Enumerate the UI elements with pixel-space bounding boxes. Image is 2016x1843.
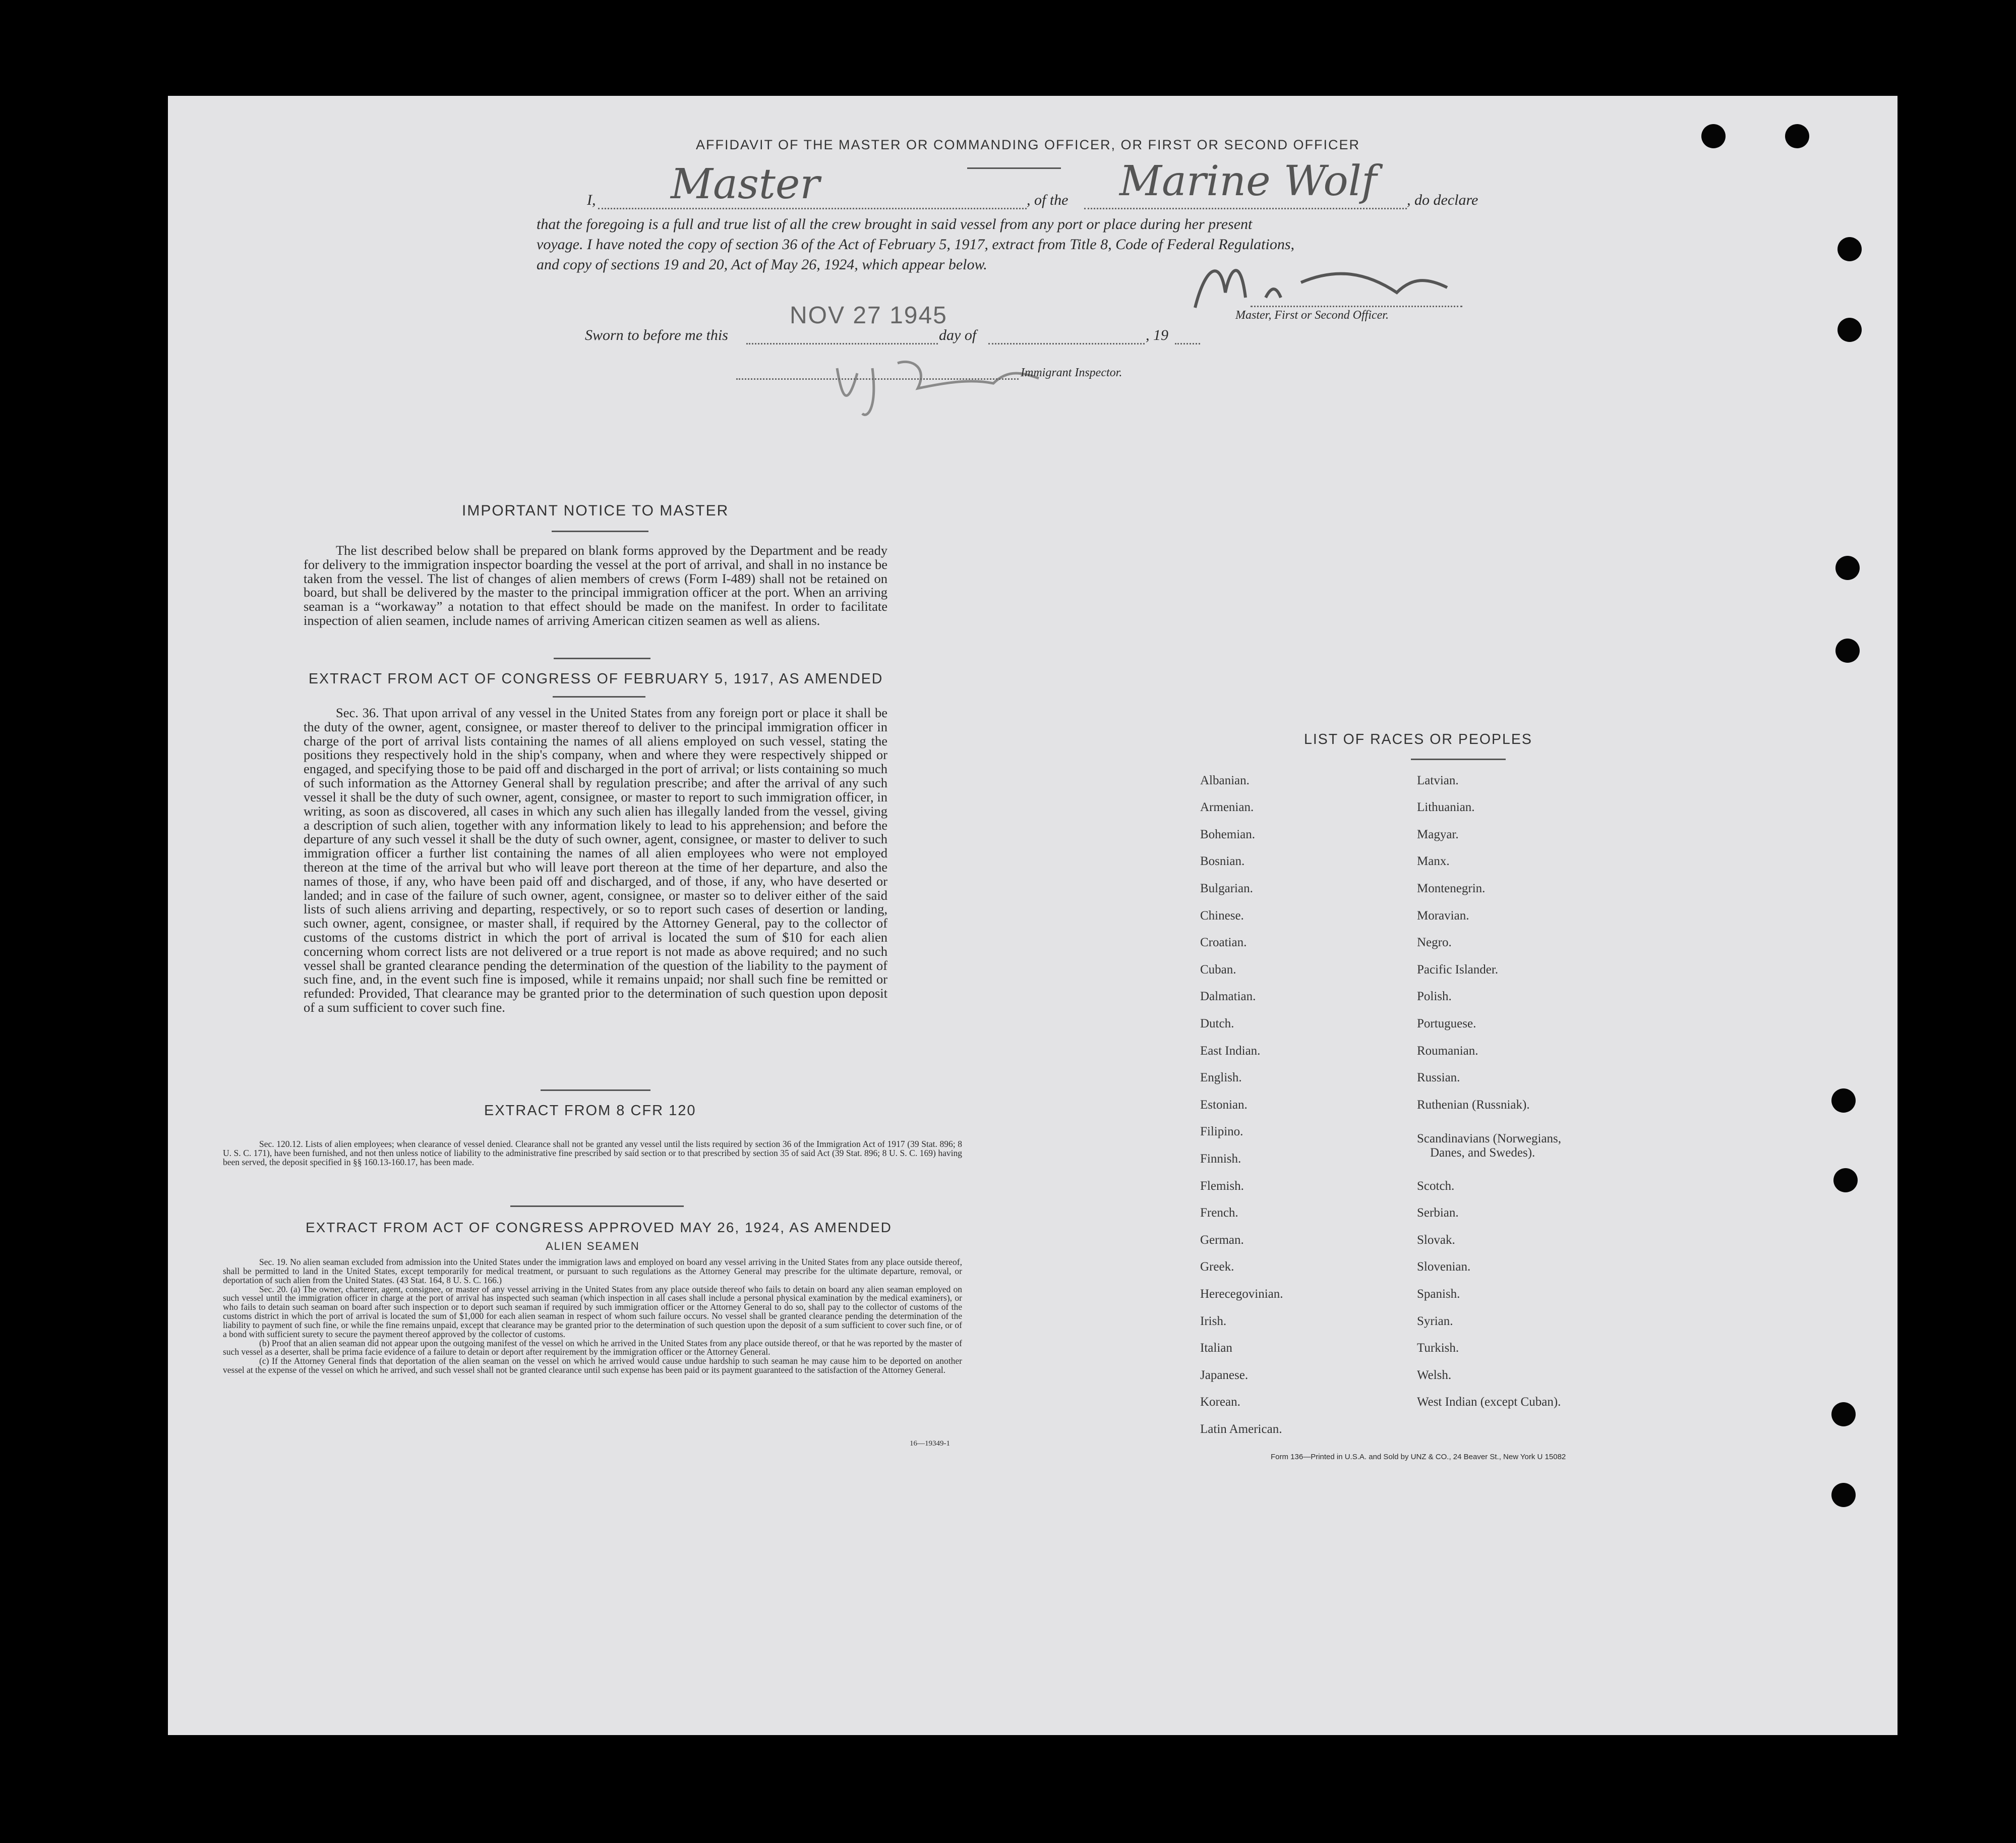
extract-1924-body: [223, 1258, 962, 1375]
race-item: French.: [1200, 1206, 1238, 1220]
punch-hole: [1701, 124, 1726, 148]
race-item: West Indian (except Cuban).: [1417, 1395, 1561, 1409]
race-item: Serbian.: [1417, 1206, 1459, 1220]
inspector-caption: Immigrant Inspector.: [1021, 366, 1122, 379]
race-item: Moravian.: [1417, 909, 1469, 923]
notice-text: The list described below shall be prepared on blank forms approved by the Department and be ready for delivery to the immigration inspector boarding the vessel at the port of arrival, and shall in no instance be taken from the vessel. The list of changes of alien members of crews (Form I-489) shall not be retained on board, but shall be delivered by the master to the principal immigration officer at the port. When an arriving seaman is a “workaway” a notation to that effect should be made on the manifest. In order to facilitate inspection of alien seamen, include names of arriving American citizen seamen as well as aliens.: [304, 543, 887, 628]
inspector-line: [736, 364, 1019, 380]
race-item: Roumanian.: [1417, 1044, 1478, 1058]
affidavit-line-3: voyage. I have noted the copy of section 36 of the Act of February 5, 1917, extract from Title 8, Code of Federal Regulations,: [537, 236, 1295, 253]
race-item: Manx.: [1417, 854, 1450, 868]
master-name-handwriting: Master: [671, 160, 820, 208]
race-item: East Indian.: [1200, 1044, 1261, 1058]
date-stamp: NOV 27 1945: [790, 302, 947, 329]
race-item: Latvian.: [1417, 774, 1459, 787]
year-label: , 19: [1146, 327, 1168, 343]
divider: [553, 696, 645, 698]
race-item: Polish.: [1417, 990, 1452, 1003]
race-item: Italian: [1200, 1341, 1232, 1355]
sworn-year-line: [1175, 327, 1200, 344]
punch-hole: [1837, 318, 1862, 342]
punch-hole: [1831, 1402, 1856, 1426]
race-item: Scandinavians (Norwegians,: [1417, 1132, 1562, 1145]
race-item: Welsh.: [1417, 1368, 1452, 1382]
punch-hole: [1831, 1483, 1856, 1507]
printer-footer: Form 136—Printed in U.S.A. and Sold by UNZ & CO., 24 Beaver St., New York U 15082: [1271, 1453, 1566, 1461]
race-item: Dalmatian.: [1200, 990, 1256, 1003]
race-item: Flemish.: [1200, 1179, 1244, 1193]
race-item: Korean.: [1200, 1395, 1240, 1409]
extract-1924-sec20c: (c) If the Attorney General finds that deportation of the alien seaman on the vessel on which he arrived would cause undue hardship to such seaman he may cause him to be deported on another vessel at the expense of the vessel on which he arrived, and such vessel shall not be granted clearance until such expense has been paid or its payment guaranteed to the satisfaction of the Attorney General.: [223, 1356, 962, 1375]
races-left-column: [1200, 774, 1361, 1445]
officer-signature-line: [1251, 285, 1462, 307]
extract-1924-sec20a: Sec. 20. (a) The owner, charterer, agent, consignee, or master of any vessel arriving in the United States from any place outside thereof who fails to detain on board any alien seaman employed on such vessel until the immigration officer in charge at the port of arrival has inspected such seaman (which inspection in all cases shall include a personal physical examination by the medical examiners), or who fails to detain such seaman on board after such inspection or to deport such seaman if required by such immigration officer or the Attorney General to do so, shall pay to the collector of customs of the customs district in which the port of arrival is located the sum of $1,000 for each alien seaman in respect of whom such failure occurs. No vessel shall be granted clearance pending the determination of the liability to payment of such fine, or while the fine remains unpaid, except that clearance may be granted prior to the determination of such question upon the deposit of a sum sufficient to cover such fine, or of a bond with sufficient surety to secure the payment thereof approved by the collector of customs.: [223, 1284, 962, 1339]
divider: [967, 167, 1061, 169]
race-item: Spanish.: [1417, 1287, 1460, 1301]
race-item: Magyar.: [1417, 828, 1459, 841]
extract-1924-subtitle: ALIEN SEAMEN: [546, 1240, 640, 1252]
extract-1924-sec19: Sec. 19. No alien seaman excluded from admission into the United States under the immigration laws and employed on board any vessel arriving in the United States from any place outside thereof, shall be permitted to land in the United States, except temporarily for medical treatment, or pursuant to such regulations as the Attorney General may prescribe for the ultimate departure, removal, or deportation of such alien from the United States. (43 Stat. 164, 8 U. S. C. 166.): [223, 1257, 962, 1285]
extract-1924-title: EXTRACT FROM ACT OF CONGRESS APPROVED MAY 26, 1924, AS AMENDED: [306, 1220, 892, 1235]
race-item: Portuguese.: [1417, 1017, 1476, 1030]
extract-1924-sec20b: (b) Proof that an alien seaman did not appear upon the outgoing manifest of the vessel on which he arrived in the United States from any place outside thereof, or that he was reported by the master of such vessel as a deserter, shall be prima facie evidence of a failure to detain or deport after requirement by the immigration officer or the Attorney General.: [223, 1338, 962, 1357]
affidavit-do-declare: , do declare: [1407, 192, 1478, 208]
divider: [552, 531, 648, 532]
notice-title: IMPORTANT NOTICE TO MASTER: [462, 502, 729, 519]
race-item: Albanian.: [1200, 774, 1250, 787]
race-item: Turkish.: [1417, 1341, 1459, 1355]
officer-caption: Master, First or Second Officer.: [1235, 309, 1389, 322]
race-item: Russian.: [1417, 1071, 1460, 1084]
race-item: Irish.: [1200, 1314, 1227, 1328]
race-item: Bohemian.: [1200, 828, 1256, 841]
punch-hole: [1833, 1168, 1858, 1192]
form-code: 16—19349-1: [910, 1439, 950, 1448]
extract-1917-text: Sec. 36. That upon arrival of any vessel in the United States from any foreign port or place it shall be the duty of the owner, agent, consignee, or master thereof to deliver to the principal immigration officer in charge of the port of arrival lists containing the names of all aliens employed on such vessel, stating the positions they respectively hold in the ship's company, when and where they were respectively shipped or engaged, and specifying those to be paid off and discharged in the port of arrival; or lists containing so much of such information as the Attorney General shall by regulation prescribe; and after the arrival of any such vessel it shall be the duty of such owner, agent, consignee, or master to report to such immigration officer, in writing, as soon as discovered, all cases in which any such alien has illegally landed from the vessel, giving a description of such alien, together with any information likely to lead to his apprehension; and before the departure of any such vessel it shall be the duty of such owner, agent, consignee, or master to deliver to such immigration officer a further list containing the names of all alien employees who were not employed thereon at the time of the arrival but who will leave port thereon at the time of her departure, and also the names of those, if any, who have been paid off and discharged, and of those, if any, who have deserted or landed; and in case of the failure of such owner, agent, consignee, or master so to deliver either of the said lists of such aliens arriving and departing, respectively, or so to report such cases of desertion or landing, such owner, agent, consignee, or master shall, if required by the Attorney General, pay to the collector of customs of the customs district in which the port of arrival is located the sum of $10 for each alien concerning whom correct lists are not delivered or a true report is not made as above required; and no such vessel shall be granted clearance pending the determination of the question of the liability to the payment of such fine, and, in the event such fine is imposed, while it remains unpaid; nor shall such fine be remitted or refunded: Provided, That clearance may be granted prior to the determination of such question upon deposit of a sum sufficient to cover such fine.: [304, 705, 887, 1015]
race-item: Greek.: [1200, 1260, 1234, 1274]
race-item: Bulgarian.: [1200, 882, 1253, 895]
affidavit-i-label: I,: [587, 192, 596, 208]
race-item: Armenian.: [1200, 800, 1254, 814]
race-item: Filipino.: [1200, 1125, 1243, 1138]
vessel-name-handwriting: Marine Wolf: [1119, 157, 1377, 205]
race-item: Croatian.: [1200, 936, 1247, 949]
affidavit-title: AFFIDAVIT OF THE MASTER OR COMMANDING OFFICER, OR FIRST OR SECOND OFFICER: [696, 137, 1360, 152]
race-item: Estonian.: [1200, 1098, 1248, 1112]
race-item: Ruthenian (Russniak).: [1417, 1098, 1530, 1112]
race-item: Montenegrin.: [1417, 882, 1486, 895]
punch-hole: [1835, 556, 1860, 580]
extract-1917-title: EXTRACT FROM ACT OF CONGRESS OF FEBRUARY 5, 1917, AS AMENDED: [309, 671, 883, 687]
extract-cfr-text: Sec. 120.12. Lists of alien employees; when clearance of vessel denied. Clearance shall not be granted any vessel until the lists required by section 36 of the Immigration Act of 1917 (39 Stat. 896; 8 U. S. C. 171), have been furnished, and not then unless notice of liability to the administrative fine prescribed by said section or to that prescribed by section 35 of said Act (39 Stat. 896; 8 U. S. C. 169) having been served, the deposit specified in §§ 160.13-160.17, has been made.: [223, 1139, 962, 1167]
affidavit-line-2: that the foregoing is a full and true list of all the crew brought in said vessel from any port or place during her present: [537, 216, 1253, 233]
race-item: Latin American.: [1200, 1422, 1282, 1436]
punch-hole: [1835, 639, 1860, 663]
punch-hole: [1837, 237, 1862, 261]
races-right-column: [1417, 774, 1619, 1424]
divider: [1411, 759, 1506, 760]
race-item: Scotch.: [1417, 1179, 1455, 1193]
race-item: Danes, and Swedes).: [1430, 1146, 1535, 1160]
race-item: Syrian.: [1417, 1314, 1453, 1328]
race-item: Cuban.: [1200, 963, 1236, 976]
races-title: LIST OF RACES OR PEOPLES: [1304, 731, 1532, 747]
race-item: Herecegovinian.: [1200, 1287, 1283, 1301]
affidavit-of-the-label: , of the: [1027, 192, 1069, 208]
race-item: Chinese.: [1200, 909, 1244, 923]
affidavit-line-4: and copy of sections 19 and 20, Act of May 26, 1924, which appear below.: [537, 256, 987, 273]
divider: [554, 658, 650, 659]
race-item: Slovenian.: [1417, 1260, 1471, 1274]
divider: [541, 1089, 650, 1091]
race-item: Bosnian.: [1200, 854, 1245, 868]
race-item: German.: [1200, 1233, 1244, 1247]
punch-hole: [1831, 1088, 1856, 1113]
inspector-signature: [827, 338, 1049, 424]
race-item: Negro.: [1417, 936, 1452, 949]
race-item: English.: [1200, 1071, 1242, 1084]
punch-hole: [1785, 124, 1809, 148]
day-of-label: day of: [939, 327, 977, 343]
race-item: Dutch.: [1200, 1017, 1234, 1030]
divider: [510, 1205, 684, 1207]
sworn-label: Sworn to before me this: [585, 327, 728, 343]
race-item: Slovak.: [1417, 1233, 1455, 1247]
race-item: Finnish.: [1200, 1152, 1241, 1166]
race-item: Lithuanian.: [1417, 800, 1475, 814]
race-item: Pacific Islander.: [1417, 963, 1499, 976]
race-item: Japanese.: [1200, 1368, 1249, 1382]
extract-cfr-title: EXTRACT FROM 8 CFR 120: [484, 1103, 696, 1119]
